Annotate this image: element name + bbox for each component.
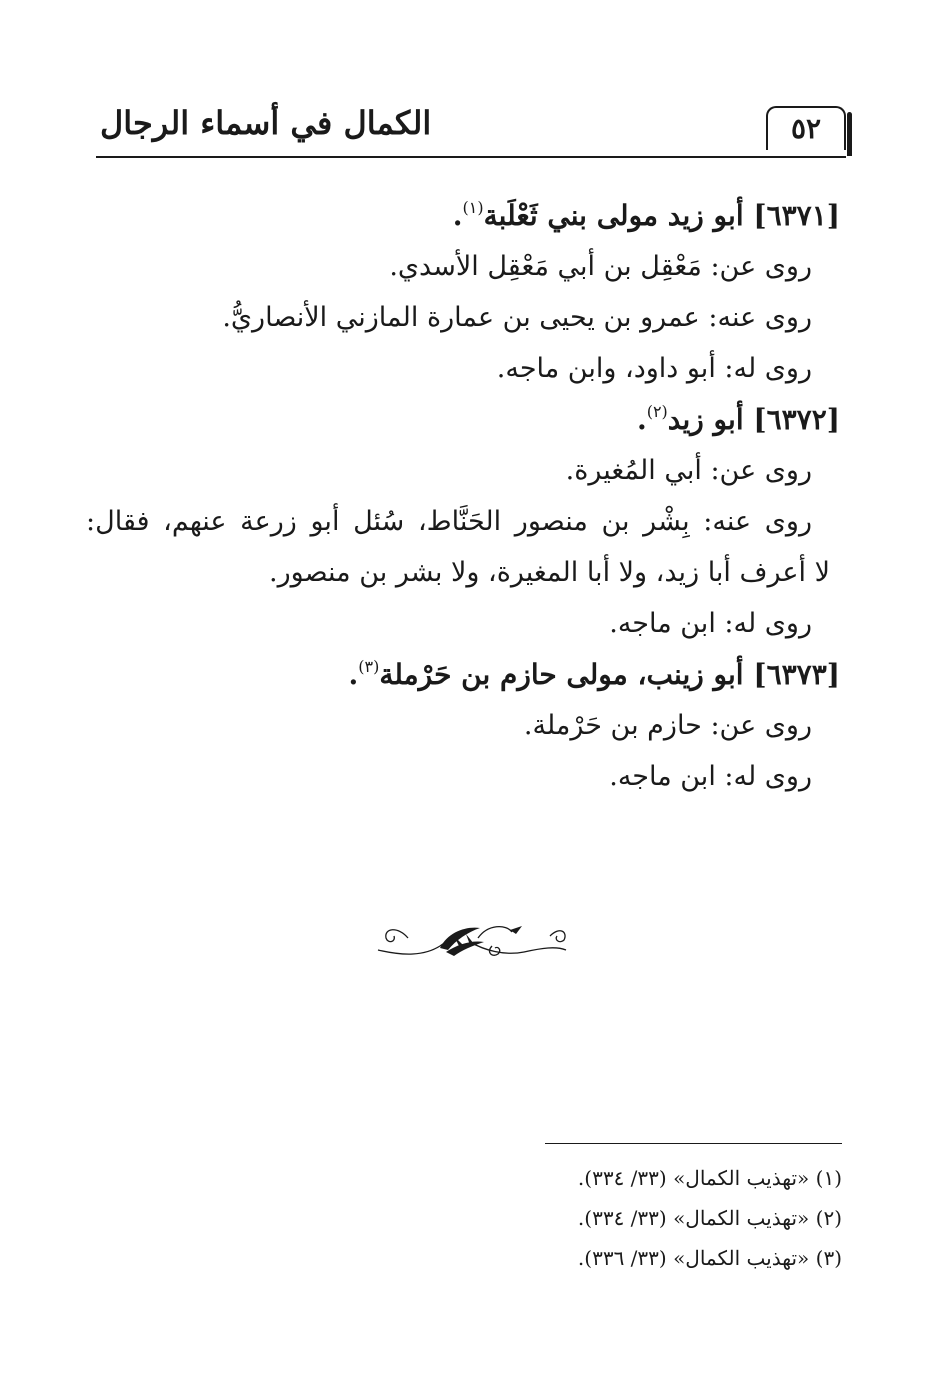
text-line: روى عنه: عمرو بن يحيى بن عمارة المازني الأنصاريُّ. (222, 302, 812, 333)
page-number: ٥٢ (766, 106, 846, 150)
text-line: لا أعرف أبا زيد، ولا أبا المغيرة، ولا بشر بن منصور. (269, 557, 830, 588)
floral-ornament-icon (374, 912, 570, 964)
footnote: (١) «تهذيب الكمال» (٣٣/ ٣٣٤). (577, 1166, 842, 1190)
header-rule (96, 156, 846, 158)
footnote-separator (545, 1143, 842, 1144)
text-line: روى له: ابن ماجه. (609, 608, 812, 639)
running-title: الكمال في أسماء الرجال (100, 104, 432, 142)
entry-heading: [٦٣٧٣] أبو زينب، مولى حازم بن حَرْملة$^{(٣)}$. (348, 657, 840, 691)
page-header (96, 100, 846, 162)
footnote-reference: (١) (462, 198, 484, 217)
entry-heading: [٦٣٧٢] أبو زيد$^{(٢)}$. (636, 402, 840, 436)
text-line: روى عن: مَعْقِل بن أبي مَعْقِل الأسدي. (389, 251, 812, 282)
text-line: روى عنه: بِشْر بن منصور الحَنَّاط، سُئل أبو زرعة عنهم، فقال: (86, 506, 812, 537)
text-line: روى عن: حازم بن حَرْملة. (523, 710, 812, 741)
text-line: روى له: ابن ماجه. (609, 761, 812, 792)
text-line: روى عن: أبي المُغيرة. (565, 455, 812, 486)
footnote-reference: (٢) (646, 402, 668, 421)
footnote: (٣) «تهذيب الكمال» (٣٣/ ٣٣٦). (577, 1246, 842, 1270)
footnote-reference: (٣) (358, 657, 380, 676)
main-text (86, 190, 840, 802)
entry-heading: [٦٣٧١] أبو زيد مولى بني ثَعْلَبة$^{(١)}$. (452, 198, 840, 232)
footnote: (٢) «تهذيب الكمال» (٣٣/ ٣٣٤). (577, 1206, 842, 1230)
text-line: روى له: أبو داود، وابن ماجه. (496, 353, 812, 384)
footnotes (300, 1158, 842, 1278)
